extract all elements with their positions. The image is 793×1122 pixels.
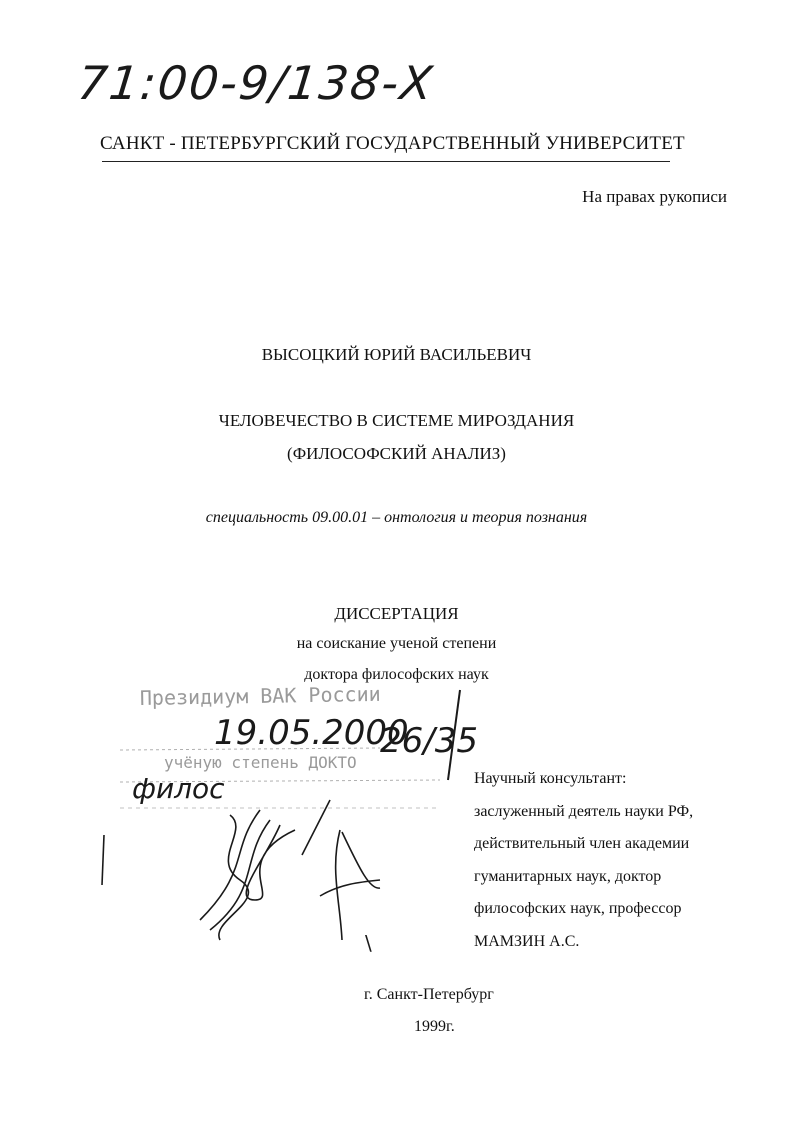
manuscript-rights: На правах рукописи	[582, 187, 727, 206]
consultant-line-6: МАМЗИН А.С.	[474, 932, 580, 950]
author-name: ВЫСОЦКИЙ ЮРИЙ ВАСИЛЬЕВИЧ	[261, 345, 532, 364]
thesis-title-line2: (ФИЛОСОФСКИЙ АНАЛИЗ)	[287, 444, 506, 463]
consultant-line-5: философских наук, профессор	[474, 900, 682, 917]
dissertation-degree-line1: на соискание ученой степени	[296, 635, 497, 652]
university-name: САНКТ - ПЕТЕРБУРГСКИЙ ГОСУДАРСТВЕННЫЙ УНИВЕРСИТЕТ	[100, 133, 685, 154]
dissertation-heading: ДИССЕРТАЦИЯ	[334, 604, 459, 623]
stamp-degree-line: учёную степень ДОКТО	[164, 753, 357, 772]
scientific-consultant	[474, 763, 693, 958]
svg-text:\: \	[365, 931, 372, 955]
signature-scribble	[102, 800, 380, 940]
consultant-line-3: действительный член академии	[474, 835, 690, 852]
consultant-line-4: гуманитарных наук, доктор	[474, 867, 662, 885]
specialty: специальность 09.00.01 – онтология и теория познания	[205, 509, 588, 526]
city: г. Санкт-Петербург	[364, 986, 494, 1003]
dissertation-degree-line2: доктора философских наук	[304, 666, 489, 683]
vak-stamp	[80, 660, 500, 960]
consultant-line-1: Научный консультант:	[474, 770, 627, 787]
handwritten-archive-code: 71:00-9/138-Х	[75, 56, 437, 110]
stamp-handwritten-date: 19.05.2000	[214, 713, 409, 753]
stamp-handwritten-field: филос	[132, 772, 225, 805]
stamp-handwritten-number: 26/35	[380, 721, 478, 761]
thesis-title-line1: ЧЕЛОВЕЧЕСТВО В СИСТЕМЕ МИРОЗДАНИЯ	[218, 411, 575, 430]
stamp-header: Президиум ВАК России	[139, 681, 381, 710]
university-underline	[102, 161, 670, 162]
year: 1999г.	[414, 1018, 455, 1035]
consultant-line-2: заслуженный деятель науки РФ,	[474, 802, 694, 820]
